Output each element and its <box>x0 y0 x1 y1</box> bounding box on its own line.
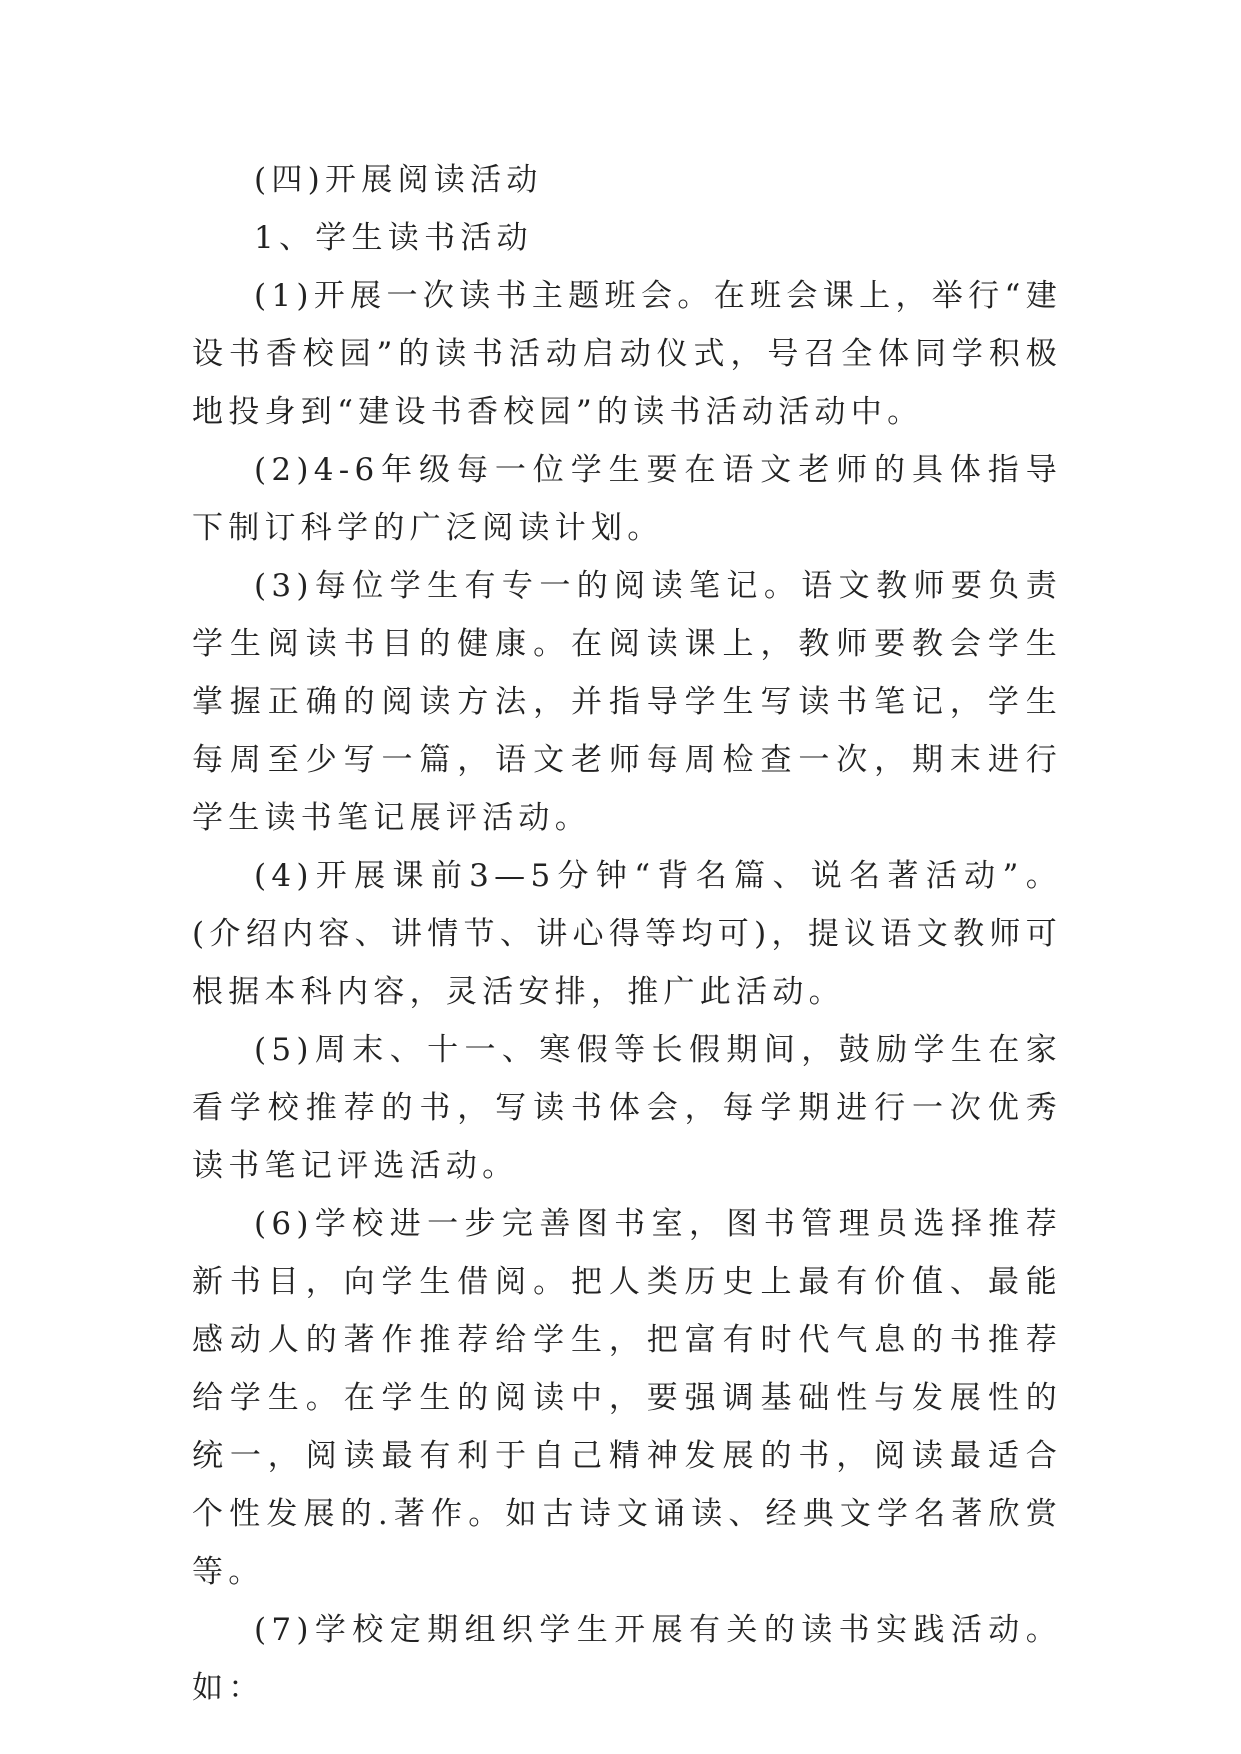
paragraph-item-3: (3)每位学生有专一的阅读笔记。语文教师要负责学生阅读书目的健康。在阅读课上，教师要教会学生掌握正确的阅读方法，并指导学生写读书笔记，学生每周至少写一篇，语文老师每周检查一次，期末进行学生读书笔记展评活动。 <box>192 568 1062 836</box>
paragraph-item-4: (4)开展课前3—5分钟“背名篇、说名著活动”。(介绍内容、讲情节、讲心得等均可)，提议语文教师可根据本科内容，灵活安排，推广此活动。 <box>192 858 1062 1010</box>
paragraph-item-5: (5)周末、十一、寒假等长假期间，鼓励学生在家看学校推荐的书，写读书体会，每学期进行一次优秀读书笔记评选活动。 <box>192 1032 1062 1184</box>
section-heading: (四)开展阅读活动 <box>254 162 543 198</box>
paragraph-item-6: (6)学校进一步完善图书室，图书管理员选择推荐新书目，向学生借阅。把人类历史上最有价值、最能感动人的著作推荐给学生，把富有时代气息的书推荐给学生。在学生的阅读中，要强调基础性与发展性的统一，阅读最有利于自己精神发展的书，阅读最适合个性发展的.著作。如古诗文诵读、经典文学名著欣赏等。 <box>192 1206 1062 1590</box>
document-body <box>192 151 1062 1717</box>
paragraph-item-2: (2)4-6年级每一位学生要在语文老师的具体指导下制订科学的广泛阅读计划。 <box>192 452 1062 546</box>
subsection-heading: 1、学生读书活动 <box>254 220 533 256</box>
paragraph-item-7: (7)学校定期组织学生开展有关的读书实践活动。如： <box>192 1612 1062 1706</box>
paragraph-item-1: (1)开展一次读书主题班会。在班会课上，举行“建设书香校园”的读书活动启动仪式，号召全体同学积极地投身到“建设书香校园”的读书活动活动中。 <box>192 278 1062 430</box>
